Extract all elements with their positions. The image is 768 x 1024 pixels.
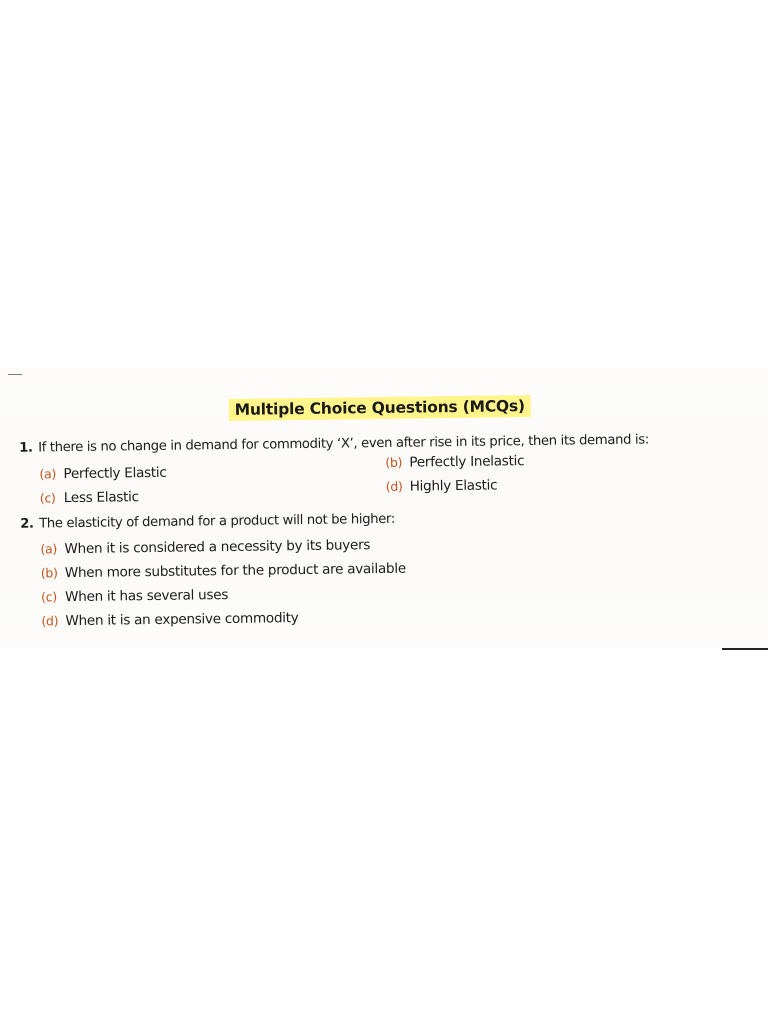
question-2	[20, 512, 395, 532]
question-number: 2.	[20, 516, 34, 532]
option-2d	[41, 610, 298, 629]
option-letter: (b)	[40, 565, 58, 581]
question-1	[19, 432, 649, 455]
option-letter: (d)	[385, 478, 403, 494]
question-number: 1.	[19, 440, 33, 456]
section-title: Multiple Choice Questions (MCQs)	[229, 395, 531, 421]
option-text: When it has several uses	[65, 586, 229, 606]
option-2b	[41, 561, 406, 582]
option-1d	[386, 477, 498, 494]
option-1a	[39, 465, 166, 483]
option-letter: (c)	[39, 490, 56, 506]
option-1b	[385, 453, 524, 471]
option-text: When it is considered a necessity by its buyers	[64, 537, 371, 558]
option-2c	[41, 587, 228, 605]
option-letter: (c)	[41, 589, 57, 605]
option-letter: (a)	[39, 466, 57, 482]
option-letter: (d)	[41, 613, 59, 629]
option-text: Perfectly Elastic	[63, 464, 167, 483]
question-text: The elasticity of demand for a product will not be higher:	[39, 511, 395, 532]
option-text: Highly Elastic	[409, 477, 498, 495]
option-text: When more substitutes for the product are available	[64, 560, 406, 582]
option-letter: (b)	[385, 454, 403, 470]
option-2a	[40, 537, 370, 557]
option-text: When it is an expensive commodity	[65, 610, 299, 630]
option-letter: (a)	[40, 541, 58, 557]
option-1c	[40, 489, 139, 506]
option-text: Perfectly Inelastic	[409, 453, 525, 471]
option-text: Less Elastic	[63, 489, 139, 507]
question-text: If there is no change in demand for commodity ‘X’, even after rise in its price, then its demand is:	[38, 432, 649, 456]
